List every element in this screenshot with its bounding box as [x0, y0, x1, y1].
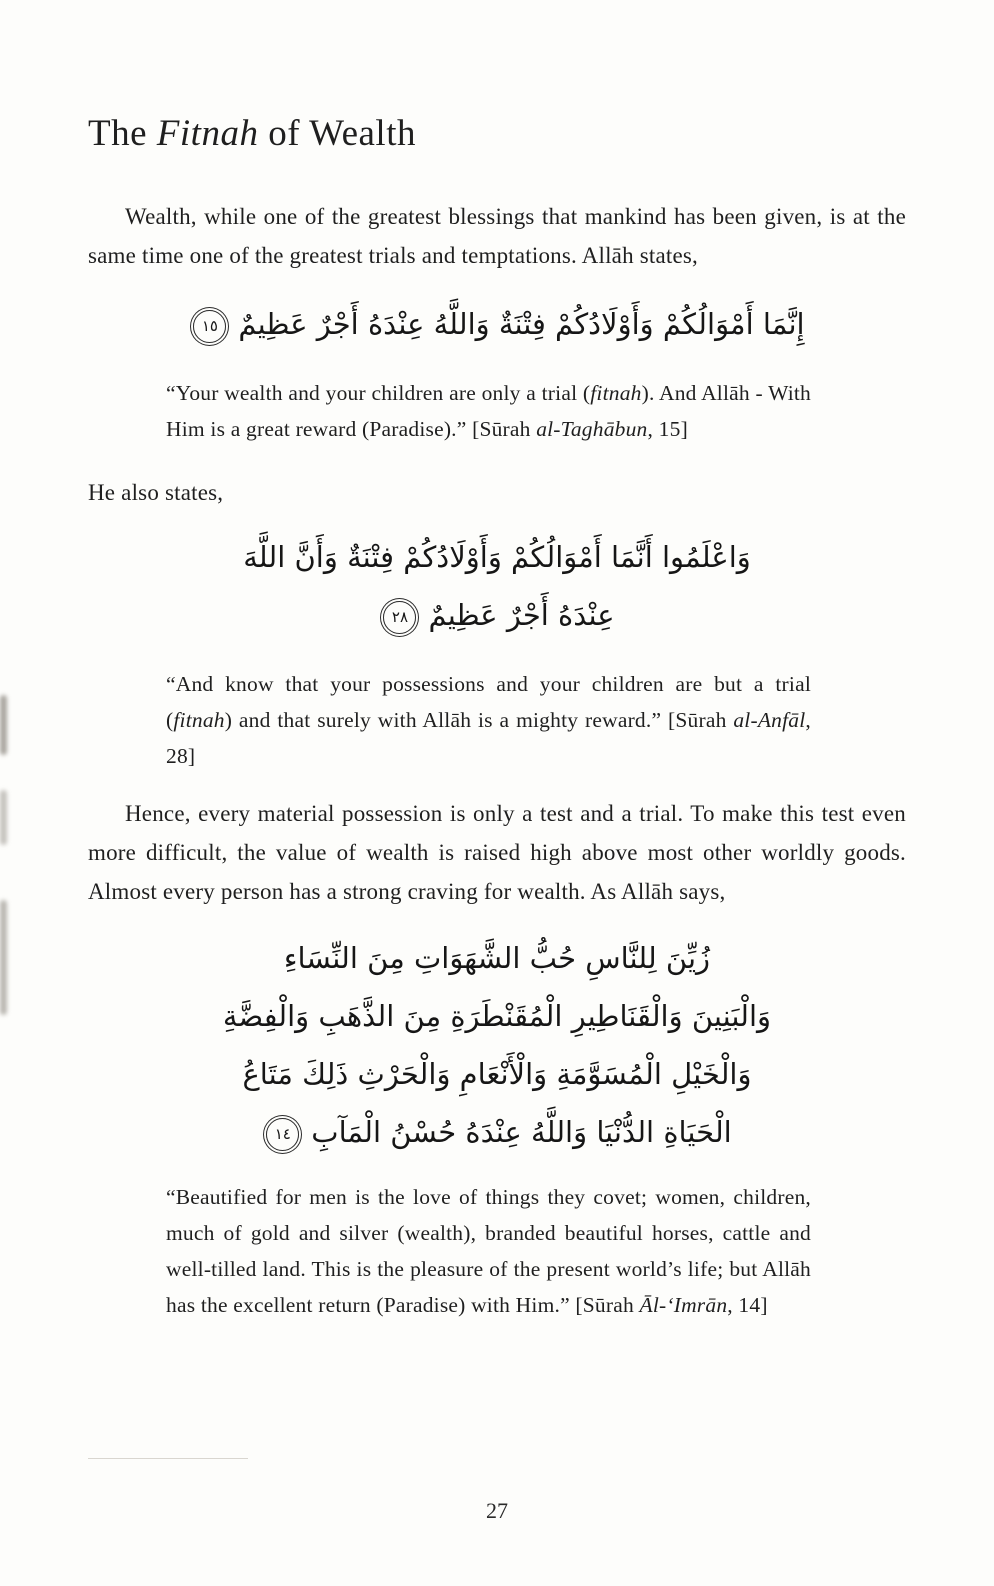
- arabic-line: [88, 586, 906, 644]
- scan-artifact-smudge: [0, 900, 7, 1015]
- ayah-marker: [383, 601, 416, 634]
- quote-imran-translation: [166, 1179, 811, 1323]
- paragraph-hence: Hence, every material possession is only a test and a trial. To make this test even more difficult, the value of wealth is raised high above most other worldly goods. Almost every person has a strong craving for wealth. As Allāh says,: [88, 801, 906, 904]
- quote-segment-italic: Āl-‘Imrān: [639, 1293, 728, 1317]
- arabic-line-text: الْحَيَاةِ الدُّنْيَا وَاللَّهُ عِنْدَهُ حُسْنُ الْمَآبِ: [311, 1115, 732, 1149]
- arabic-line: [88, 1045, 906, 1103]
- arabic-line: [88, 987, 906, 1045]
- title-text-pre: The: [88, 113, 157, 154]
- page-content: [88, 112, 906, 1323]
- arabic-line-text: عِنْدَهُ أَجْرٌ عَظِيمٌ: [428, 598, 615, 632]
- quote-segment-italic: al-Taghābun: [536, 417, 648, 441]
- arabic-line: [88, 929, 906, 987]
- quote-segment-italic: fitnah: [590, 381, 642, 405]
- arabic-line-text: وَالْخَيْلِ الْمُسَوَّمَةِ وَالْأَنْعَامِ وَالْحَرْثِ ذَلِكَ مَتَاعُ: [242, 1057, 752, 1091]
- quote-segment: , 14]: [727, 1293, 768, 1317]
- quote-segment: ). And Allāh - With Him is a great reward (Paradise).” [Sūrah: [166, 381, 812, 441]
- ayah-marker: [266, 1118, 299, 1151]
- quote-segment: “Beautified for men is the love of things they covet; women, children, much of gold and silver (wealth), branded beautiful horses, cattle and well-tilled land. This is the pleasure of the present world’s life; but Allāh has the excellent return (Paradise) with Him.” [Sūrah: [166, 1185, 811, 1317]
- ayah-marker: [193, 310, 226, 343]
- arabic-line-text: زُيِّنَ لِلنَّاسِ حُبُّ الشَّهَوَاتِ مِنَ النِّسَاءِ: [283, 941, 711, 975]
- quote-segment-italic: fitnah: [173, 708, 225, 732]
- quote-segment: , 28]: [166, 708, 811, 768]
- page-number: 27: [486, 1498, 508, 1523]
- ayah-number: ١٥: [201, 316, 218, 335]
- scan-artifact-smudge: [0, 695, 7, 755]
- quote-segment: “And know that your possessions and your children are but a trial (: [166, 672, 811, 732]
- ayah-number: ٢٨: [391, 607, 409, 626]
- paragraph-intro: Wealth, while one of the greatest blessings that mankind has been given, is at the same time one of the greatest trials and temptations. Allāh states,: [88, 204, 906, 268]
- title-text-italic: Fitnah: [156, 113, 259, 154]
- paragraph-he-also-states: He also states,: [88, 480, 224, 505]
- ayah-number: ١٤: [274, 1124, 291, 1143]
- quote-segment-italic: al-Anfāl: [733, 708, 806, 732]
- arabic-verse-taghabun: [88, 295, 906, 353]
- arabic-line: [88, 528, 906, 586]
- quote-anfal-translation: [166, 666, 811, 774]
- arabic-line: [88, 1103, 906, 1161]
- quote-taghabun-translation: [166, 375, 811, 447]
- arabic-verse-anfal: [88, 528, 906, 644]
- scan-artifact-smudge: [0, 790, 7, 845]
- arabic-verse-imran: [88, 929, 906, 1161]
- quote-segment: ) and that surely with Allāh is a mighty reward.” [Sūrah: [224, 708, 734, 732]
- arabic-line-text: وَالْبَنِينَ وَالْقَنَاطِيرِ الْمُقَنْطَرَةِ مِنَ الذَّهَبِ وَالْفِضَّةِ: [222, 999, 772, 1033]
- quote-segment: “Your wealth and your children are only a trial (: [166, 381, 591, 405]
- page-title: [88, 112, 906, 155]
- scan-artifact-scratch: [88, 1458, 248, 1459]
- title-text-post: of Wealth: [258, 113, 416, 154]
- quote-segment: , 15]: [647, 417, 688, 441]
- arabic-line-text: وَاعْلَمُوا أَنَّمَا أَمْوَالُكُمْ وَأَوْلَادُكُمْ فِتْنَةٌ وَأَنَّ اللَّهَ: [243, 540, 751, 574]
- arabic-line: إِنَّمَا أَمْوَالُكُمْ وَأَوْلَادُكُمْ فِتْنَةٌ وَاللَّهُ عِنْدَهُ أَجْرٌ عَظِيمٌ: [238, 307, 805, 341]
